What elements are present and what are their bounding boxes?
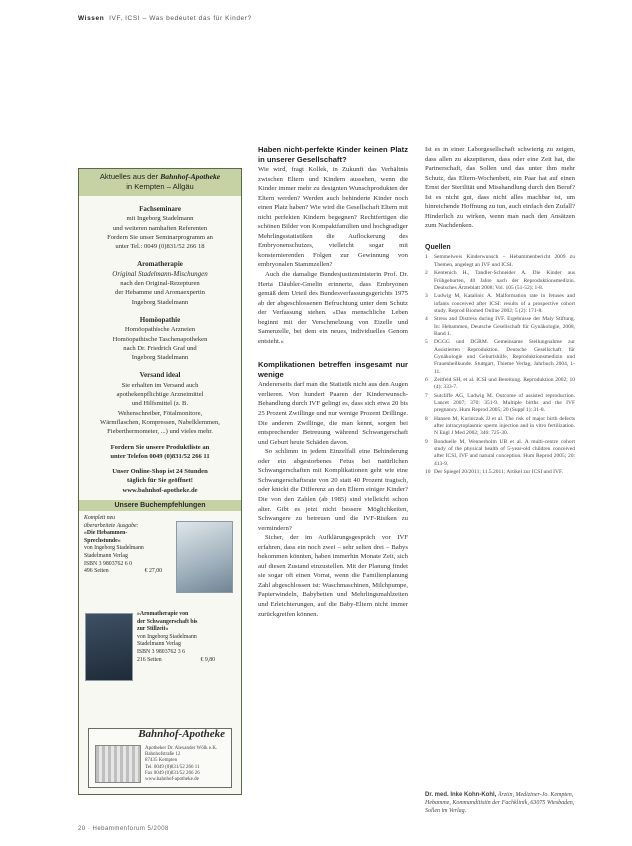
contact-line: Fax 0049 (0)831/52 266 26 bbox=[145, 770, 200, 776]
page-footer: 20 · Hebammenforum 5/2008 bbox=[78, 826, 169, 832]
header-section: Wissen bbox=[78, 15, 105, 22]
ad-line: Ingeborg Stadelmann bbox=[131, 354, 189, 362]
reference-text: Hansen M, Kurinczuk JJ et al. The risk of major birth defects after intracytoplasmic sperm injection and in vitro fertilization. N Engl J Med 2002; 346: 725-30. bbox=[434, 415, 575, 437]
reference-item bbox=[425, 469, 575, 476]
book-line: von Ingeborg Stadelmann bbox=[137, 633, 197, 640]
ad-section-title: Homöopathie bbox=[139, 315, 181, 324]
reference-item bbox=[425, 270, 575, 292]
author-affiliation: Ärztin, Mediziner-Jo. Kempten, Hebamme, Kommanditistin der Fachklinik, 63075 Wiesbaden, Sollen im Verlag. bbox=[425, 792, 575, 814]
book-recommendations-bar: Unsere Buchempfehlungen bbox=[79, 500, 241, 511]
contact-line: 87435 Kempten bbox=[145, 758, 178, 764]
book-title: »Die Hebammen- bbox=[84, 530, 128, 537]
ad-header-prefix: Aktuelles aus der bbox=[99, 172, 159, 181]
book-line: Komplett neu bbox=[84, 515, 116, 522]
reference-number: 3 bbox=[425, 293, 428, 300]
book-title: der Schwangerschaft bis bbox=[137, 618, 198, 625]
reference-item bbox=[425, 393, 575, 415]
section-heading: Haben nicht-perfekte Kinder keinen Platz in unserer Gesellschaft? bbox=[258, 145, 408, 164]
reference-number: 4 bbox=[425, 316, 428, 323]
author-bio bbox=[425, 791, 577, 815]
article-column-right bbox=[425, 145, 575, 477]
ad-line: täglich für Sie geöffnet! bbox=[127, 477, 193, 485]
contact-line: Apotheker Dr. Alexander Wölk e.K. bbox=[145, 746, 218, 751]
ad-line: nach Dr. Friedrich Graf und bbox=[123, 344, 197, 352]
contact-line: Tel. 0049 (0)831/52 266 11 bbox=[145, 764, 200, 770]
book-line: Stadelmann Verlag bbox=[137, 641, 181, 648]
reference-item bbox=[425, 254, 575, 269]
book-price-row bbox=[84, 568, 162, 576]
book-cover-image bbox=[85, 613, 133, 681]
ad-line: Homöopathische Arzneien bbox=[124, 326, 196, 334]
book-line: Stadelmann Verlag bbox=[84, 552, 128, 559]
ad-line: Unser Online-Shop ist 24 Stunden bbox=[112, 468, 208, 476]
book-title: zur Stillzeit« bbox=[137, 626, 169, 633]
article-paragraph: Wie wird, fragt Kollek, in Zukunft das Verhältnis zwischen Eltern und Kindern aussehen, wenn die Kinder immer mehr zu designten Wunschprodukten der Eltern werden? Werden auch behinderte Kinder noch einen Platz haben? Wie wird die Gesellschaft Eltern mit nicht perfekten Kindern begegnen? Rechtfertigen die schönen Bilder von Kompaktfamilien und hochgradiger Mehrlingsstatistiken die Auflockerung des Embryonenschutzes, vielleicht sogar mit konsternierenden Folgen zur Gewinnung von embryonalen Stammzellen? bbox=[258, 166, 408, 269]
running-header bbox=[78, 15, 558, 22]
book-cover-image bbox=[176, 521, 233, 593]
ad-section-aromatherapy bbox=[79, 260, 241, 306]
pharmacy-building-image bbox=[95, 745, 141, 783]
ad-line: der Hebamme und Aromaexpertin bbox=[115, 289, 205, 297]
reference-item bbox=[425, 416, 575, 438]
references-list bbox=[425, 254, 575, 476]
reference-text: Sutcliffe AG, Ludwig M. Outcome of assisted reproduction. Lancet 2007; 370: 351-9. Multiple births and the IVF pregnancy. Hum Reprod 2005; 20 (Suppl 1): 31-8. bbox=[434, 392, 575, 414]
ad-line: Fordern Sie unser Seminarprogramm an bbox=[107, 233, 213, 241]
ad-line: Homöopathische Taschenapotheken bbox=[112, 335, 208, 343]
ad-line: Wehenschreiber, Fötalmonitore, bbox=[117, 409, 203, 417]
ad-line: Wärmflaschen, Kompressen, Nabelklemmen, bbox=[100, 418, 220, 426]
book-line: von Ingeborg Stadelmann bbox=[84, 545, 144, 552]
ad-header-brand: Bahnhof-Apotheke bbox=[160, 172, 221, 181]
author-name: Dr. med. Inke Kohn-Kohl, bbox=[425, 792, 497, 798]
reference-text: Semmelweis Kinderwunsch – Hebammenbericht 2009 zu Themen, angelegt an IVF und ICSI. bbox=[434, 254, 575, 268]
reference-item bbox=[425, 377, 575, 392]
book-title: Sprechstunde« bbox=[84, 537, 121, 544]
pharmacy-advertisement bbox=[78, 168, 242, 795]
contact-website[interactable]: www.bahnhof-apotheke.de bbox=[145, 777, 199, 783]
book-line: überarbeitete Ausgabe: bbox=[84, 522, 139, 529]
ad-section-title: Versand ideal bbox=[139, 371, 181, 380]
reference-text: DGGG und DGRM. Gemeinsame Stellungnahme zur Assistierten Reproduktion. Deutsche Gesellschaft für Gynäkologie und Geburtshilfe, Reproduktionsmedizin und Frauenheilkunde. Stuttgart, Thieme Verlag, Jahrbuch 2004, 1-11. bbox=[434, 339, 575, 375]
book-line: ISBN 3 9803762 3 6 bbox=[137, 648, 185, 655]
reference-item bbox=[425, 339, 575, 376]
ad-line: nach den Original-Rezepturen bbox=[120, 280, 200, 288]
ad-line: Fordern Sie unsere Produktliste an bbox=[110, 443, 210, 451]
article-paragraph: Ist es in einer Laborgesellschaft schwierig zu zeigen, dass allen zu akzeptieren, dass oder eine Zeit hat, die Partnerschaft, das Sollen und das unter ihm mehr Schutz, das Eltern-Wochenbett, ein Paar hat auf einen Ernst der Sterilität und Misshandlung durch den Beruf? Ist es nicht gut, dass nicht alles machbar ist, um hinreichende Hoffnung zu tun, auch einfach den Zufall? Hinderlich zu wirken, wenn man nach den Ansätzen zum Nachdenken. bbox=[425, 146, 575, 230]
ad-section-product-list bbox=[79, 443, 241, 462]
reference-item bbox=[425, 439, 575, 468]
reference-number: 9 bbox=[425, 438, 428, 445]
reference-text: Kentenich H., Tandler-Schneider A. Die Kinder aus Frühgeburten, 40 Jahre nach der Reproduktionsmedizin. Deutsches Ärzteblatt 2008; Vol. 105 (51-52): 1-8. bbox=[434, 270, 575, 291]
book-pages: 496 Seiten bbox=[84, 568, 109, 575]
book-recommendation-2 bbox=[79, 605, 241, 699]
ad-section-title: Fachseminare bbox=[139, 205, 181, 213]
ad-line: unter Telefon 0049 (0)831/52 266 11 bbox=[110, 452, 210, 460]
book-price: € 27,00 bbox=[144, 568, 162, 575]
article-paragraph: So schlimm in jedem Einzelfall eine Behinderung oder ein abgestorbenes Fetus bei natürlichen Schwangerschaften mit Komplikationen geht wie eine Schwangerschaftsrate von 20 statt 40 Prozent tragisch, oder knickt die Differenz an den Eltern einiger Kinder? Die von den Zahlen (ab 1985) sind vielleicht schon alter. Gibt es jetzt nicht bessere Möglichkeiten, Schwangere zu betreuen und die IVF-Risiken zu vermindern? bbox=[258, 448, 408, 532]
book-price-row bbox=[137, 657, 215, 665]
ad-website-link[interactable]: www.bahnhof-apotheke.de bbox=[122, 486, 198, 494]
reference-text: Zeitfeld SH, et al. ICSI und Bereitung. Reproduktion 2002; 10 (4): 333-7. bbox=[434, 376, 575, 391]
ad-line: und Hilfsmittel (z. B. bbox=[131, 400, 189, 408]
pharmacy-logo: Bahnhof-Apotheke bbox=[138, 728, 225, 740]
reference-number: 5 bbox=[425, 339, 428, 346]
ad-section-seminars bbox=[79, 205, 241, 251]
reference-number: 8 bbox=[425, 415, 428, 422]
reference-item bbox=[425, 316, 575, 338]
book-title: »Aromatherapie von bbox=[137, 611, 189, 618]
contact-line: Bahnhofstraße 12 bbox=[145, 752, 181, 758]
section-heading: Komplikationen betreffen insgesamt nur wenige bbox=[258, 360, 408, 379]
ad-section-subtitle: Original Stadelmann-Mischungen bbox=[112, 269, 208, 278]
ad-line: apothekenpflichtige Arzneimittel bbox=[116, 391, 204, 399]
references-heading: Quellen bbox=[425, 243, 451, 251]
book-1-text bbox=[84, 515, 168, 576]
reference-number: 6 bbox=[425, 376, 428, 383]
ad-line: Fieberthermometer, ...) und vieles mehr. bbox=[107, 428, 213, 436]
article-paragraph: Andererseits darf man die Statistik nicht aus den Augen verlieren. Von hundert Paaren der Kinderwunsch-Behandlung durch IVF gelingt es, dass sich etwa 20 bis 25 Prozent Zwillinge und nur wenige Prozent Drillinge. Die anderen Zwillinge, die man kennt, sorgen bei entsprechender Betreuung während Schwangerschaft und Geburt heute Schäden davon. bbox=[258, 381, 408, 446]
ad-line: mit Ingeborg Stadelmann bbox=[126, 215, 194, 223]
ad-line: Ingeborg Stadelmann bbox=[131, 298, 189, 306]
ad-header bbox=[79, 169, 241, 196]
book-recommendation-1 bbox=[79, 511, 241, 605]
ad-section-homeopathy bbox=[79, 316, 241, 362]
article-paragraph: Sicher, der im Aufklärungsgespräch vor IVF erfahren, dass ein noch zwei – sehr selten drei – Babys bekommen könnten, haben immerhin Monate Zeit, sich auf diesen Zustand einzustellen. Mit der Planung findet sie sogar oft einen Vorrat, wenn die Familienplanung Zahl abgeschlossen ist: Waschmaschinen, Milchpumpe, Papierwindeln, Babybetten und Mehrlingsmahlzeiten und Erleichterungen, auf die Baby-Eltern nicht immer zurückgreifen können. bbox=[258, 534, 408, 618]
ad-line: Sie erhalten im Versand auch bbox=[121, 381, 199, 389]
reference-number: 2 bbox=[425, 270, 428, 277]
reference-text: Ludwig M, Katalinic A. Malformation rate in fetuses and infants conceived after ICSI: results of a prospective cohort study. Reprod Biomed Online 2002; 5 (2): 171-8. bbox=[434, 293, 575, 314]
book-price: € 9,80 bbox=[200, 656, 215, 663]
pharmacy-logo-card bbox=[88, 728, 232, 788]
header-topic: IVF, ICSI – Was bedeutet das für Kinder? bbox=[109, 15, 252, 22]
article-paragraph: Auch die damalige Bundesjustizministerin Prof. Dr. Herta Däubler-Gmelin erinnerte, dass Embryonen gemäß dem Urteil des Bundesverfassungsgerichts 1975 ab der abgeschlossenen Befruchtung unter dem Schutz der Verfassung stehen. »Das menschliche Leben beginnt mit der Verschmelzung von Eizelle und Samenzelle, bei dem ein neues, individuelles Genom entsteht.« bbox=[258, 271, 408, 345]
pharmacy-contact bbox=[145, 746, 229, 783]
book-2-text bbox=[137, 611, 232, 664]
ad-section-title: Aromatherapie bbox=[137, 260, 183, 269]
article-column-middle bbox=[258, 145, 408, 619]
reference-text: Stress and Distress during IVF. Ergebnisse der Maly Stiftung. In: Hebammen, Deutsche Gesellschaft für Gynäkologie, 2008, Band 1. bbox=[434, 316, 575, 337]
reference-number: 1 bbox=[425, 254, 428, 261]
book-line: ISBN 3 9803762 6 0 bbox=[84, 560, 132, 567]
ad-section-online-shop bbox=[79, 467, 241, 495]
ad-header-location: in Kempten – Allgäu bbox=[126, 182, 194, 191]
reference-text: Bonduelle M, Wennerholm UB et al. A multi-centre cohort study of the physical health of 5-year-old children conceived after ICSI, IVF and natural conception. Hum Reprod 2005; 20: 413-9. bbox=[434, 438, 575, 467]
ad-section-shipping bbox=[79, 371, 241, 436]
reference-text: Der Spiegel 20/2011; 11.5.2011; Artikel zur ICSI und IVF. bbox=[434, 469, 563, 476]
ad-line: und weiteren namhaften Referenten bbox=[112, 224, 208, 232]
reference-item bbox=[425, 293, 575, 315]
book-pages: 216 Seiten bbox=[137, 656, 162, 663]
ad-line: unter Tel.: 0049 (0)831/52 266 18 bbox=[115, 243, 205, 251]
reference-number: 10 bbox=[425, 469, 431, 476]
reference-number: 7 bbox=[425, 392, 428, 399]
